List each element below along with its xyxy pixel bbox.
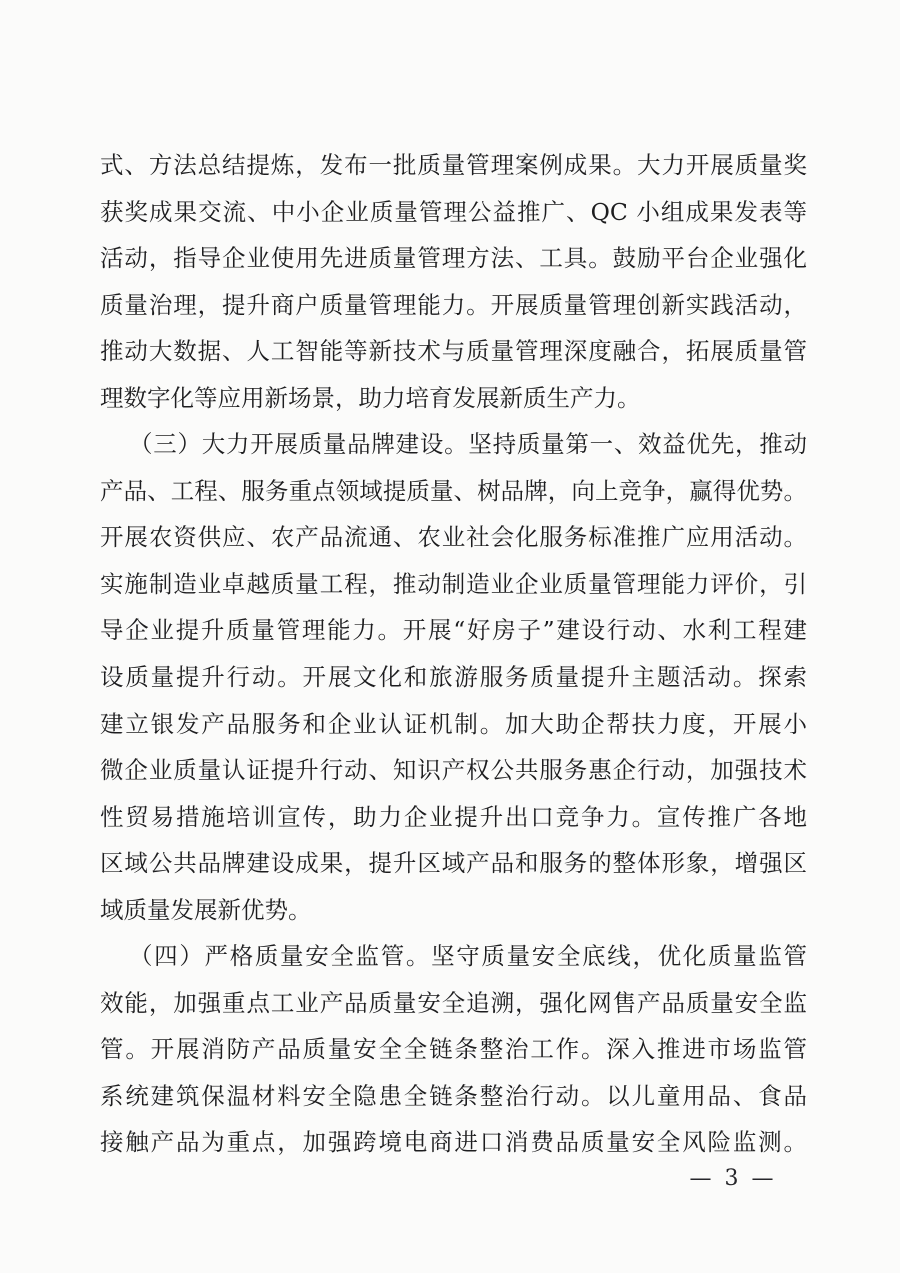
text-line: 理数字化等应用新场景，助力培育发展新质生产力。 <box>100 383 641 412</box>
text-line: 管。开展消防产品质量安全全链条整治工作。深入推进市场监管 <box>100 1035 807 1064</box>
text-line: 域质量发展新优势。 <box>100 895 312 924</box>
text-line: 设质量提升行动。开展文化和旅游服务质量提升主题活动。探索 <box>100 663 807 692</box>
document-text-block <box>100 142 807 1166</box>
text-line-paragraph-start: （三）大力开展质量品牌建设。坚持质量第一、效益优先，推动 <box>129 430 807 459</box>
text-line-paragraph-start: （四）严格质量安全监管。坚守质量安全底线，优化质量监管 <box>129 942 807 971</box>
text-line: 获奖成果交流、中小企业质量管理公益推广、QC 小组成果发表等 <box>100 197 807 226</box>
text-line: 微企业质量认证提升行动、知识产权公共服务惠企行动，加强技术 <box>100 756 807 785</box>
text-line: 活动，指导企业使用先进质量管理方法、工具。鼓励平台企业强化 <box>100 244 807 273</box>
text-line: 产品、工程、服务重点领域提质量、树品牌，向上竞争，赢得优势。 <box>100 476 807 505</box>
text-line: 导企业提升质量管理能力。开展“好房子”建设行动、水利工程建 <box>100 616 807 645</box>
text-line: 系统建筑保温材料安全隐患全链条整治行动。以儿童用品、食品 <box>100 1081 807 1110</box>
text-line: 区域公共品牌建设成果，提升区域产品和服务的整体形象，增强区 <box>100 849 807 878</box>
text-line: 质量治理，提升商户质量管理能力。开展质量管理创新实践活动， <box>100 290 807 319</box>
text-line: 接触产品为重点，加强跨境电商进口消费品质量安全风险监测。 <box>100 1128 807 1157</box>
text-line: 式、方法总结提炼，发布一批质量管理案例成果。大力开展质量奖 <box>100 151 807 179</box>
page-number: — 3 — <box>689 1166 777 1191</box>
text-line: 性贸易措施培训宣传，助力企业提升出口竞争力。宣传推广各地 <box>100 802 807 831</box>
text-line: 效能，加强重点工业产品质量安全追溯，强化网售产品质量安全监 <box>100 988 807 1017</box>
text-line: 推动大数据、人工智能等新技术与质量管理深度融合，拓展质量管 <box>100 337 807 366</box>
text-line: 建立银发产品服务和企业认证机制。加大助企帮扶力度，开展小 <box>100 709 807 738</box>
text-line: 开展农资供应、农产品流通、农业社会化服务标准推广应用活动。 <box>100 523 807 552</box>
text-line: 实施制造业卓越质量工程，推动制造业企业质量管理能力评价，引 <box>100 569 807 598</box>
